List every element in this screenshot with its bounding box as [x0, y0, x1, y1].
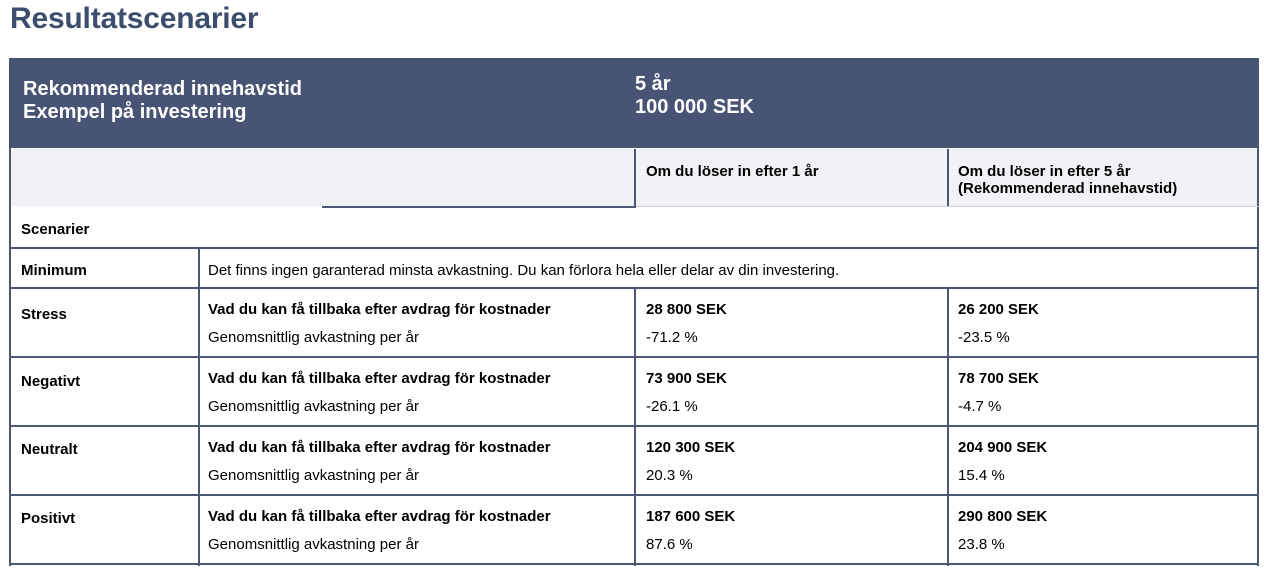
minimum-text: Det finns ingen garanterad minsta avkastning. Du kan förlora hela eller delar av din investering.	[208, 262, 840, 279]
y5-amount: 78 700 SEK	[958, 370, 1039, 387]
y5-amount: 204 900 SEK	[958, 439, 1048, 456]
header-bottom-border	[322, 206, 636, 208]
table-border-bottom	[9, 563, 1259, 565]
y1-amount: 73 900 SEK	[646, 370, 727, 387]
payout-label: Vad du kan få tillbaka efter avdrag för kostnader	[208, 439, 551, 456]
scenarios-label: Scenarier	[21, 221, 90, 238]
y1-pct: -71.2 %	[646, 329, 698, 346]
minimum-label: Minimum	[21, 262, 87, 279]
holding-period-value: 5 år	[635, 73, 671, 95]
column-header-5-year-line2: (Rekommenderad innehavstid)	[958, 180, 1178, 197]
y1-pct: -26.1 %	[646, 398, 698, 415]
summary-banner	[9, 58, 1259, 148]
y1-amount: 187 600 SEK	[646, 508, 736, 525]
payout-label: Vad du kan få tillbaka efter avdrag för kostnader	[208, 301, 551, 318]
y5-amount: 290 800 SEK	[958, 508, 1048, 525]
y1-amount: 28 800 SEK	[646, 301, 727, 318]
holding-period-label: Rekommenderad innehavstid	[23, 78, 302, 100]
page-title: Resultatscenarier	[10, 2, 259, 35]
minimum-label-divider	[198, 247, 200, 287]
avg-return-label: Genomsnittlig avkastning per år	[208, 467, 419, 484]
scenario-name: Neutralt	[21, 441, 78, 458]
y5-pct: 23.8 %	[958, 536, 1005, 553]
y5-pct: -23.5 %	[958, 329, 1010, 346]
y1-pct: 20.3 %	[646, 467, 693, 484]
row-border-neutralt	[9, 494, 1259, 496]
scenarios-row-border	[9, 247, 1259, 249]
scenario-name: Positivt	[21, 510, 76, 527]
avg-return-label: Genomsnittlig avkastning per år	[208, 536, 419, 553]
header-bottom-border-right	[636, 206, 1259, 207]
y1-amount: 120 300 SEK	[646, 439, 736, 456]
payout-label: Vad du kan få tillbaka efter avdrag för kostnader	[208, 370, 551, 387]
avg-return-label: Genomsnittlig avkastning per år	[208, 329, 419, 346]
investment-example-label: Exempel på investering	[23, 101, 247, 123]
row-border-negativt	[9, 425, 1259, 427]
header-divider-2	[947, 149, 949, 207]
y5-pct: 15.4 %	[958, 467, 1005, 484]
investment-example-value: 100 000 SEK	[635, 96, 754, 118]
header-divider-1	[634, 149, 636, 207]
scenario-name: Stress	[21, 306, 67, 323]
y5-pct: -4.7 %	[958, 398, 1002, 415]
row-border-stress	[9, 356, 1259, 358]
scenario-name: Negativt	[21, 373, 81, 390]
y5-amount: 26 200 SEK	[958, 301, 1039, 318]
payout-label: Vad du kan få tillbaka efter avdrag för kostnader	[208, 508, 551, 525]
y1-pct: 87.6 %	[646, 536, 693, 553]
column-header-5-year	[958, 163, 1177, 197]
column-header-1-year: Om du löser in efter 1 år	[646, 163, 819, 180]
avg-return-label: Genomsnittlig avkastning per år	[208, 398, 419, 415]
column-header-5-year-line1: Om du löser in efter 5 år	[958, 163, 1131, 180]
